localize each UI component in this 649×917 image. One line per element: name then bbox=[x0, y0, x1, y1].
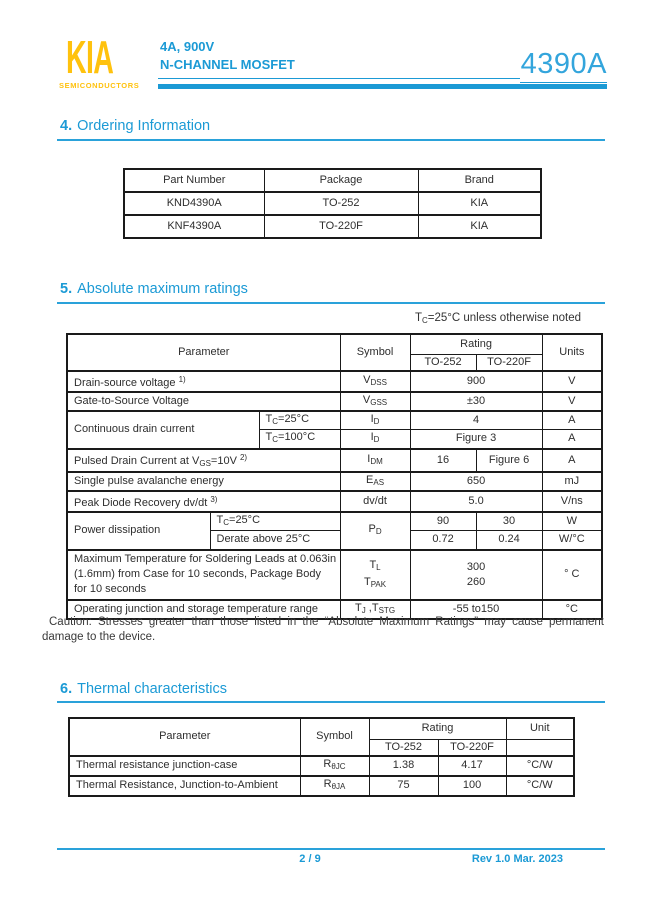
parameter-cell: Power dissipation bbox=[67, 512, 210, 550]
package-cell: TO-252 bbox=[264, 192, 418, 215]
unit-cell: A bbox=[542, 430, 602, 449]
parameter-cell: Peak Diode Recovery dv/dt $^{3)}$ bbox=[67, 491, 340, 512]
unit-cell: V bbox=[542, 371, 602, 392]
col-parameter: Parameter bbox=[69, 718, 300, 756]
col-unit: Unit bbox=[506, 718, 574, 739]
symbol-cell bbox=[340, 550, 410, 600]
unit-cell: °C/W bbox=[506, 756, 574, 776]
conditions-note: $T_C=25^\circ C$ unless otherwise noted bbox=[414, 312, 581, 325]
package-cell: TO-220F bbox=[264, 215, 418, 238]
unit-cell: V bbox=[542, 392, 602, 411]
table-row-eas bbox=[67, 472, 602, 491]
symbol-cell: $R_{\theta JC}$ bbox=[300, 756, 369, 776]
section-5-title: Absolute maximum ratings bbox=[77, 281, 248, 297]
col-to252: TO-252 bbox=[410, 354, 476, 371]
rating-to220f-cell: 0.24 bbox=[476, 531, 542, 550]
section-4-title: Ordering Information bbox=[77, 118, 211, 134]
section-4-number: 4. bbox=[60, 118, 73, 134]
header-row bbox=[69, 718, 574, 739]
section-6-title: Thermal characteristics bbox=[77, 681, 227, 697]
symbol-cell: $T_J$ $,T_{STG}$ bbox=[340, 600, 410, 619]
condition-cell: $T_C=25^\circ C$ bbox=[259, 411, 340, 430]
col-symbol: Symbol bbox=[300, 718, 369, 756]
symbol-cell: dv/dt bbox=[340, 491, 410, 512]
unit-cell: V/ns bbox=[542, 491, 602, 512]
parameter-cell: Drain-source voltage $^{1)}$ bbox=[67, 371, 340, 392]
rating-to220f-cell: 30 bbox=[476, 512, 542, 531]
caution-note: Caution: Stresses greater than those listed in the “Absolute Maximum Ratings” may cause permanent damage to the device. bbox=[42, 616, 604, 643]
symbol-cell: $I_D$ bbox=[340, 411, 410, 430]
col-package: Package bbox=[264, 169, 418, 192]
part-number-cell: KND4390A bbox=[124, 192, 264, 215]
rating-pkg-temp: 260 bbox=[466, 575, 486, 588]
footer-rule bbox=[57, 848, 605, 850]
symbol-cell: $V_{GSS}$ bbox=[340, 392, 410, 411]
table-row-rthjc bbox=[69, 756, 574, 776]
col-rating: Rating bbox=[369, 718, 506, 739]
rating-to220f-cell: 4.17 bbox=[438, 756, 506, 776]
col-units: Units bbox=[542, 334, 602, 371]
col-to220f: TO-220F bbox=[438, 739, 506, 756]
section-4-heading bbox=[60, 118, 210, 134]
unit-cell: °C/W bbox=[506, 776, 574, 796]
col-unit-empty bbox=[506, 739, 574, 756]
table-row-idm bbox=[67, 449, 602, 472]
table-row bbox=[124, 215, 541, 238]
header-thin-rule bbox=[158, 78, 520, 79]
table-row-id-25 bbox=[67, 411, 602, 430]
section-6-heading bbox=[60, 681, 227, 697]
rating-to252-cell: 0.72 bbox=[410, 531, 476, 550]
rating-cell: 900 bbox=[410, 371, 542, 392]
rating-to220f-cell: Figure 6 bbox=[476, 449, 542, 472]
table-row-pd-25 bbox=[67, 512, 602, 531]
header-row bbox=[67, 334, 602, 354]
rating-to252-cell: 16 bbox=[410, 449, 476, 472]
part-number-title: 4390A bbox=[520, 48, 607, 80]
unit-cell: °C bbox=[542, 600, 602, 619]
parameter-cell: Thermal resistance junction-case bbox=[69, 756, 300, 776]
header-thin-rule-step bbox=[520, 82, 607, 83]
table-row-soldering bbox=[67, 550, 602, 600]
rating-to252-cell: 1.38 bbox=[369, 756, 438, 776]
table-row-rthja bbox=[69, 776, 574, 796]
rating-to220f-cell: 100 bbox=[438, 776, 506, 796]
col-brand: Brand bbox=[418, 169, 541, 192]
symbol-cell: $V_{DSS}$ bbox=[340, 371, 410, 392]
section-4-rule bbox=[57, 139, 605, 141]
section-6-number: 6. bbox=[60, 681, 73, 697]
parameter-cell: Pulsed Drain Current at $V_{GS}=10V$ $^{2)}$ bbox=[67, 449, 340, 472]
rating-cell: ±30 bbox=[410, 392, 542, 411]
rating-cell: Figure 3 bbox=[410, 430, 542, 449]
col-symbol: Symbol bbox=[340, 334, 410, 371]
condition-cell: Derate above 25°C bbox=[210, 531, 340, 550]
col-part-number: Part Number bbox=[124, 169, 264, 192]
brand-cell: KIA bbox=[418, 215, 541, 238]
device-rating-line: 4A, 900V bbox=[160, 39, 215, 54]
symbol-cell: $I_{DM}$ bbox=[340, 449, 410, 472]
rating-cell bbox=[410, 550, 542, 600]
symbol-tl: $T_L$ bbox=[369, 558, 381, 572]
section-6-rule bbox=[57, 701, 605, 703]
kia-logo: KIA bbox=[66, 31, 114, 83]
condition-cell: $T_C=100^\circ C$ bbox=[259, 430, 340, 449]
unit-cell: W/°C bbox=[542, 531, 602, 550]
symbol-tpak: $T_{PAK}$ bbox=[363, 575, 387, 589]
absolute-maximum-ratings-table bbox=[66, 333, 603, 620]
parameter-cell: Maximum Temperature for Soldering Leads at 0.063in (1.6mm) from Case for 10 seconds, Package Body for 10 seconds bbox=[67, 550, 340, 600]
ordering-information-table bbox=[123, 168, 542, 239]
brand-cell: KIA bbox=[418, 192, 541, 215]
rating-lead-temp: 300 bbox=[466, 560, 486, 573]
section-5-heading bbox=[60, 281, 248, 297]
rating-to252-cell: 75 bbox=[369, 776, 438, 796]
parameter-cell: Single pulse avalanche energy bbox=[67, 472, 340, 491]
section-5-rule bbox=[57, 302, 605, 304]
header-thick-bar bbox=[158, 84, 607, 89]
part-number-cell: KNF4390A bbox=[124, 215, 264, 238]
page-number: 2 / 9 bbox=[299, 853, 321, 865]
col-parameter: Parameter bbox=[67, 334, 340, 371]
table-row-vgss bbox=[67, 392, 602, 411]
unit-cell: ° C bbox=[542, 550, 602, 600]
unit-cell: A bbox=[542, 449, 602, 472]
symbol-cell: $P_D$ bbox=[340, 512, 410, 550]
parameter-cell: Continuous drain current bbox=[67, 411, 259, 449]
col-to252: TO-252 bbox=[369, 739, 438, 756]
unit-cell: mJ bbox=[542, 472, 602, 491]
rating-cell: 4 bbox=[410, 411, 542, 430]
condition-cell: $T_C=25^\circ C$ bbox=[210, 512, 340, 531]
rating-to252-cell: 90 bbox=[410, 512, 476, 531]
unit-cell: W bbox=[542, 512, 602, 531]
logo-subtitle: SEMICONDUCTORS bbox=[59, 81, 140, 90]
symbol-cell: $I_D$ bbox=[340, 430, 410, 449]
parameter-cell: Thermal Resistance, Junction-to-Ambient bbox=[69, 776, 300, 796]
table-row bbox=[124, 192, 541, 215]
symbol-cell: $E_{AS}$ bbox=[340, 472, 410, 491]
rating-cell: -55 to150 bbox=[410, 600, 542, 619]
section-5-number: 5. bbox=[60, 281, 73, 297]
device-type-line: N-CHANNEL MOSFET bbox=[160, 57, 295, 72]
col-rating: Rating bbox=[410, 334, 542, 354]
revision-label: Rev 1.0 Mar. 2023 bbox=[471, 853, 563, 865]
device-summary bbox=[160, 38, 295, 74]
ordering-header-row bbox=[124, 169, 541, 192]
col-to220f: TO-220F bbox=[476, 354, 542, 371]
parameter-cell: Gate-to-Source Voltage bbox=[67, 392, 340, 411]
rating-cell: 650 bbox=[410, 472, 542, 491]
symbol-cell: $R_{\theta JA}$ bbox=[300, 776, 369, 796]
table-row-vdss bbox=[67, 371, 602, 392]
rating-cell: 5.0 bbox=[410, 491, 542, 512]
thermal-characteristics-table bbox=[68, 717, 575, 797]
parameter-cell: Operating junction and storage temperature range bbox=[67, 600, 340, 619]
table-row-dvdt bbox=[67, 491, 602, 512]
unit-cell: A bbox=[542, 411, 602, 430]
